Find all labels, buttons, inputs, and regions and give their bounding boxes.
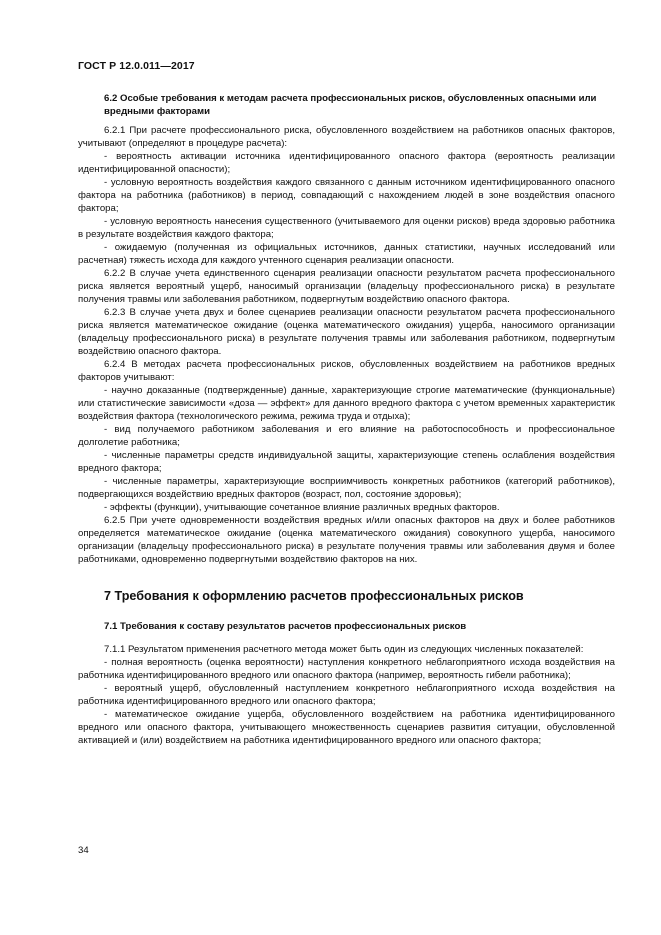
- document-body: [78, 92, 615, 747]
- list-item: - вид получаемого работником заболевания и его влияние на работоспособность и профессиональное долголетие работника;: [78, 424, 615, 448]
- paragraph: 7.1.1 Результатом применения расчетного метода может быть один из следующих численных показателей:: [104, 644, 584, 655]
- list-item: - условную вероятность нанесения существенного (учитываемого для оценки рисков) вреда здоровью работника в результате воздействия каждого фактора;: [78, 216, 615, 240]
- list-item: - полная вероятность (оценка вероятности) наступления конкретного неблагоприятного исхода воздействия на работника идентифицированного вредного или опасного фактора (например, вероятность гибели работника);: [78, 657, 615, 681]
- list-item: - вероятный ущерб, обусловленный наступлением конкретного неблагоприятного исхода воздействия на работника идентифицированного вредного или опасного фактора;: [78, 683, 615, 707]
- paragraph: 6.2.2 В случае учета единственного сценария реализации опасности результатом расчета профессионального риска является вероятный ущерб, наносимый организации (владельцу профессионального риска) в результате получения травмы или заболевания работником, подвергнутым воздействию опасного фактора.: [78, 268, 615, 305]
- section-7-1-heading: 7.1 Требования к составу результатов расчетов профессиональных рисков: [104, 621, 467, 632]
- list-item: - условную вероятность воздействия каждого связанного с данным источником идентифицированного опасного фактора на работника (работников) в период, совпадающий с нахождением людей в зоне воздействия опасного фактора;: [78, 177, 615, 214]
- document-header: ГОСТ Р 12.0.011—2017: [78, 60, 195, 72]
- paragraph: 6.2.3 В случае учета двух и более сценариев реализации опасности результатом расчета профессионального риска является математическое ожидание (оценка математического ожидания) ущерба, наносимого организации (владельцу профессионального риска) в результате получения травмы или заболевания работником, подвергнутым воздействию опасного фактора.: [78, 307, 615, 357]
- paragraph: 6.2.4 В методах расчета профессиональных рисков, обусловленных воздействием на работников вредных факторов учитывают:: [78, 359, 615, 383]
- list-item: - численные параметры, характеризующие восприимчивость конкретных работников (категорий работников), подвергающихся воздействию вредных факторов (возраст, пол, состояние здоровья);: [78, 476, 615, 500]
- list-item: - ожидаемую (полученная из официальных источников, данных статистики, научных исследований или расчетная) тяжесть исхода для каждого учтенного сценария реализации опасности.: [78, 242, 615, 266]
- paragraph: 6.2.1 При расчете профессионального риска, обусловленного воздействием на работников опасных факторов, учитывают (определяют в процедуре расчета):: [78, 125, 615, 149]
- list-item: - вероятность активации источника идентифицированного опасного фактора (вероятность реализации идентифицированной опасности);: [78, 151, 615, 175]
- list-item: - научно доказанные (подтвержденные) данные, характеризующие строгие математические (функциональные) или статистические зависимости «доза — эффект» для данного вредного фактора с учетом временных характеристик воздействия фактора (технологического режима, режима труда и отдыха);: [78, 385, 615, 422]
- paragraph: 6.2.5 При учете одновременности воздействия вредных и/или опасных факторов на двух и более работников определяется математическое ожидание (оценка математического ожидания) совокупного ущерба, наносимого организации (владельцу профессионального риска) в результате получения травмы или заболевания двумя и более работниками, одновременно подвергнутыми воздействию факторов на них.: [78, 515, 615, 565]
- list-item: - математическое ожидание ущерба, обусловленного воздействием на работника идентифицированного вредного или опасного фактора, учитывающего множественность сценариев развития ситуации, обусловленной активацией и (или) воздействием на работника идентифицированного вредного или опасного фактора;: [78, 709, 615, 746]
- section-7-heading: 7 Требования к оформлению расчетов профессиональных рисков: [104, 589, 524, 603]
- list-item: - численные параметры средств индивидуальной защиты, характеризующие степень ослабления воздействия вредного фактора;: [78, 450, 615, 474]
- list-item: - эффекты (функции), учитывающие сочетанное влияние различных вредных факторов.: [104, 502, 500, 513]
- page-number: 34: [78, 845, 89, 856]
- section-6-2-heading: 6.2 Особые требования к методам расчета профессиональных рисков, обусловленных опасными или вредными факторами: [104, 93, 597, 117]
